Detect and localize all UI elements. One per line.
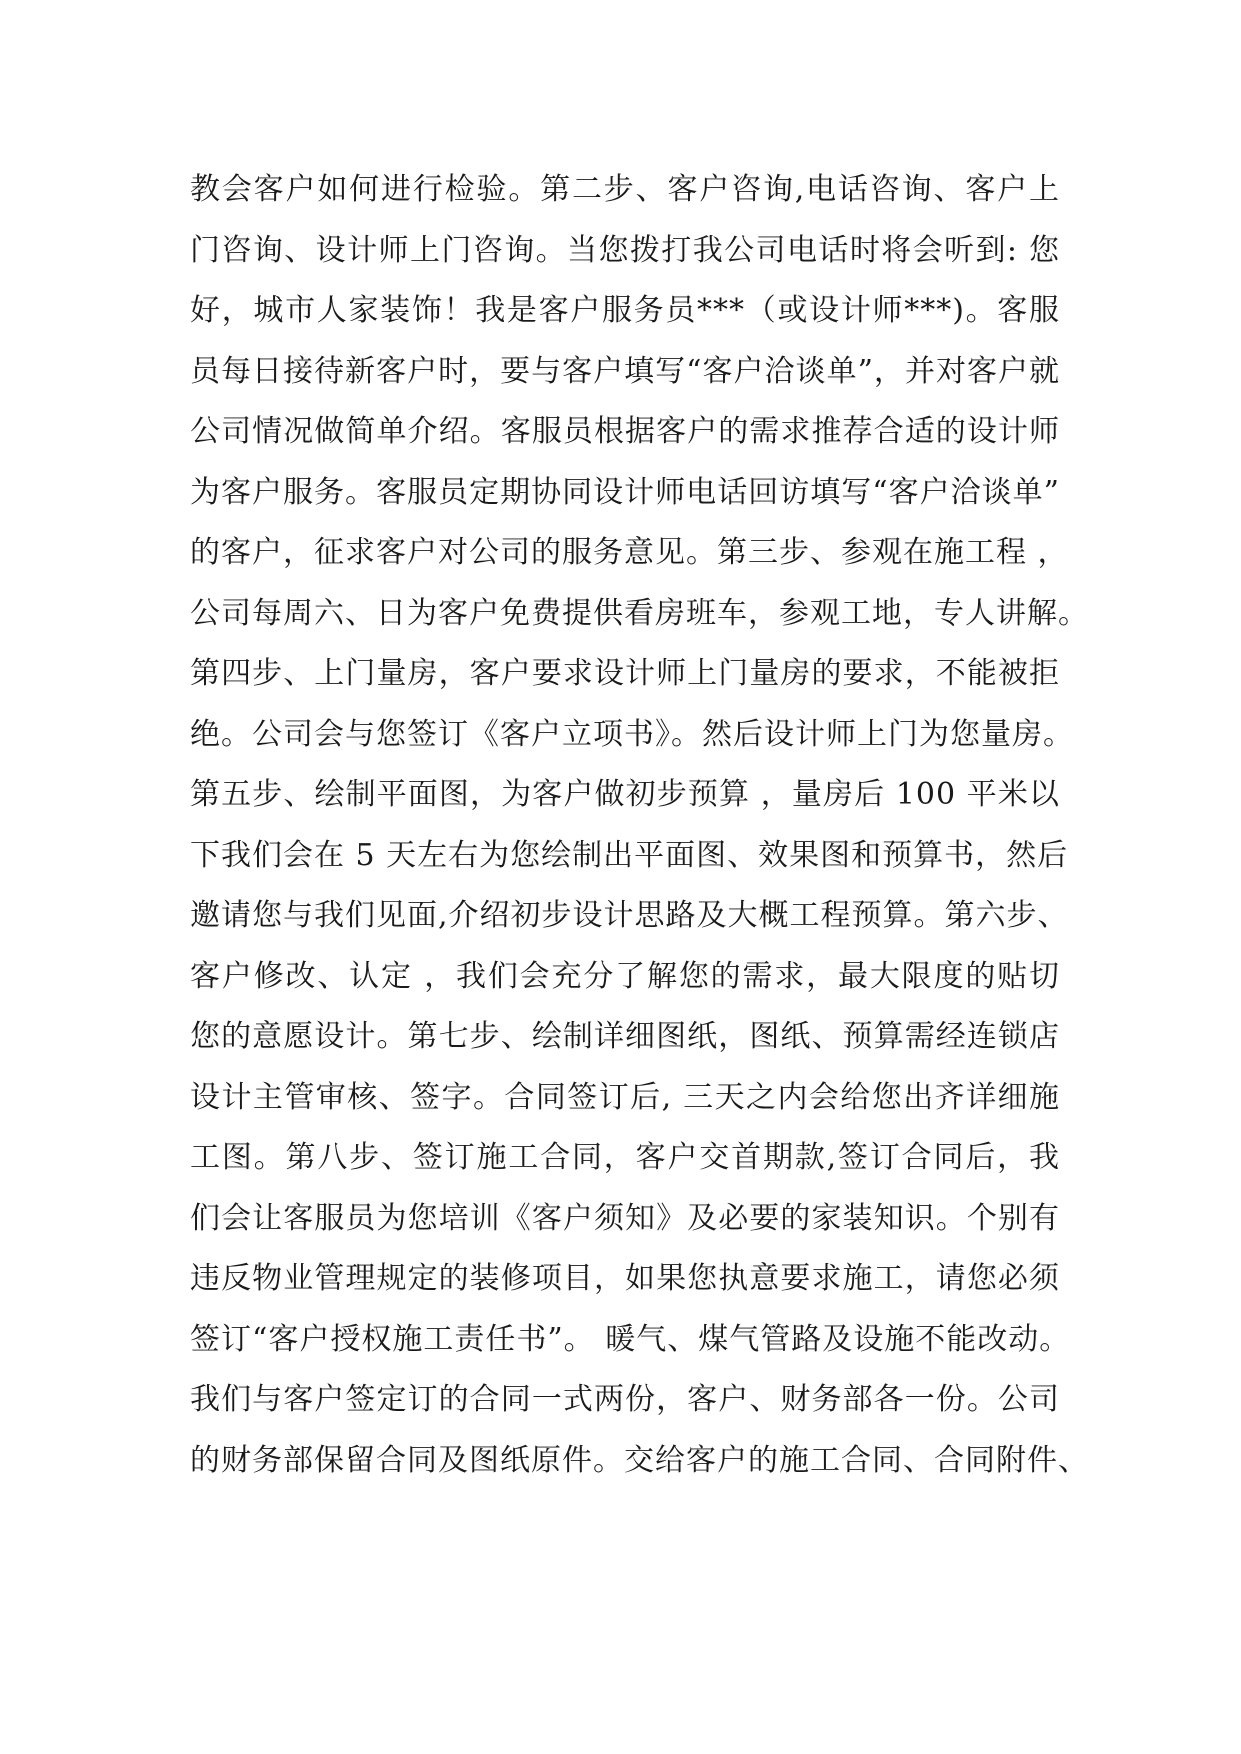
text-line-11: 第五步、绘制平面图，为客户做初步预算 ，量房后 100 平米以: [190, 777, 1060, 812]
text-line-16: 设计主管审核、签字。合同签订后, 三天之内会给您出齐详细施: [190, 1079, 1060, 1115]
body-text: [190, 160, 1089, 1491]
text-line-15: 您的意愿设计。第七步、绘制详细图纸，图纸、预算需经连锁店: [190, 1019, 1060, 1054]
text-line-12: 下我们会在 5 天左右为您绘制出平面图、效果图和预算书，然后: [190, 837, 1069, 873]
text-line-3: 好，城市人家装饰！我是客户服务员***（或设计师***)。客服: [190, 293, 1060, 328]
text-line-14: 客户修改、认定 ，我们会充分了解您的需求，最大限度的贴切: [190, 958, 1060, 994]
text-line-4: 员每日接待新客户时，要与客户填写“客户洽谈单”，并对客户就: [190, 353, 1060, 389]
text-line-1: 教会客户如何进行检验。第二步、客户咨询,电话咨询、客户上: [190, 172, 1060, 207]
text-line-6: 为客户服务。客服员定期协同设计师电话回访填写“客户洽谈单”: [190, 474, 1060, 510]
text-line-20: 签订“客户授权施工责任书”。 暖气、煤气管路及设施不能改动。: [190, 1321, 1071, 1357]
text-line-22: 的财务部保留合同及图纸原件。交给客户的施工合同、合同附件、: [190, 1442, 1089, 1478]
text-line-9: 第四步、上门量房，客户要求设计师上门量房的要求，不能被拒: [190, 656, 1060, 691]
text-line-19: 违反物业管理规定的装修项目，如果您执意要求施工，请您必须: [190, 1261, 1060, 1296]
text-line-13: 邀请您与我们见面,介绍初步设计思路及大概工程预算。第六步、: [190, 898, 1069, 933]
text-line-10: 绝。公司会与您签订《客户立项书》。然后设计师上门为您量房。: [190, 716, 1074, 752]
text-line-17: 工图。第八步、签订施工合同，客户交首期款,签订合同后，我: [190, 1140, 1060, 1175]
text-line-21: 我们与客户签定订的合同一式两份，客户、财务部各一份。公司: [190, 1382, 1060, 1417]
text-line-5: 公司情况做简单介绍。客服员根据客户的需求推荐合适的设计师: [190, 414, 1060, 449]
text-line-18: 们会让客服员为您培训《客户须知》及必要的家装知识。个别有: [190, 1200, 1060, 1236]
text-line-8: 公司每周六、日为客户免费提供看房班车，参观工地，专人讲解。: [190, 595, 1089, 631]
text-line-7: 的客户，征求客户对公司的服务意见。第三步、参观在施工程 ，: [190, 535, 1069, 570]
text-line-2: 门咨询、设计师上门咨询。当您拨打我公司电话时将会听到: 您: [190, 232, 1060, 268]
